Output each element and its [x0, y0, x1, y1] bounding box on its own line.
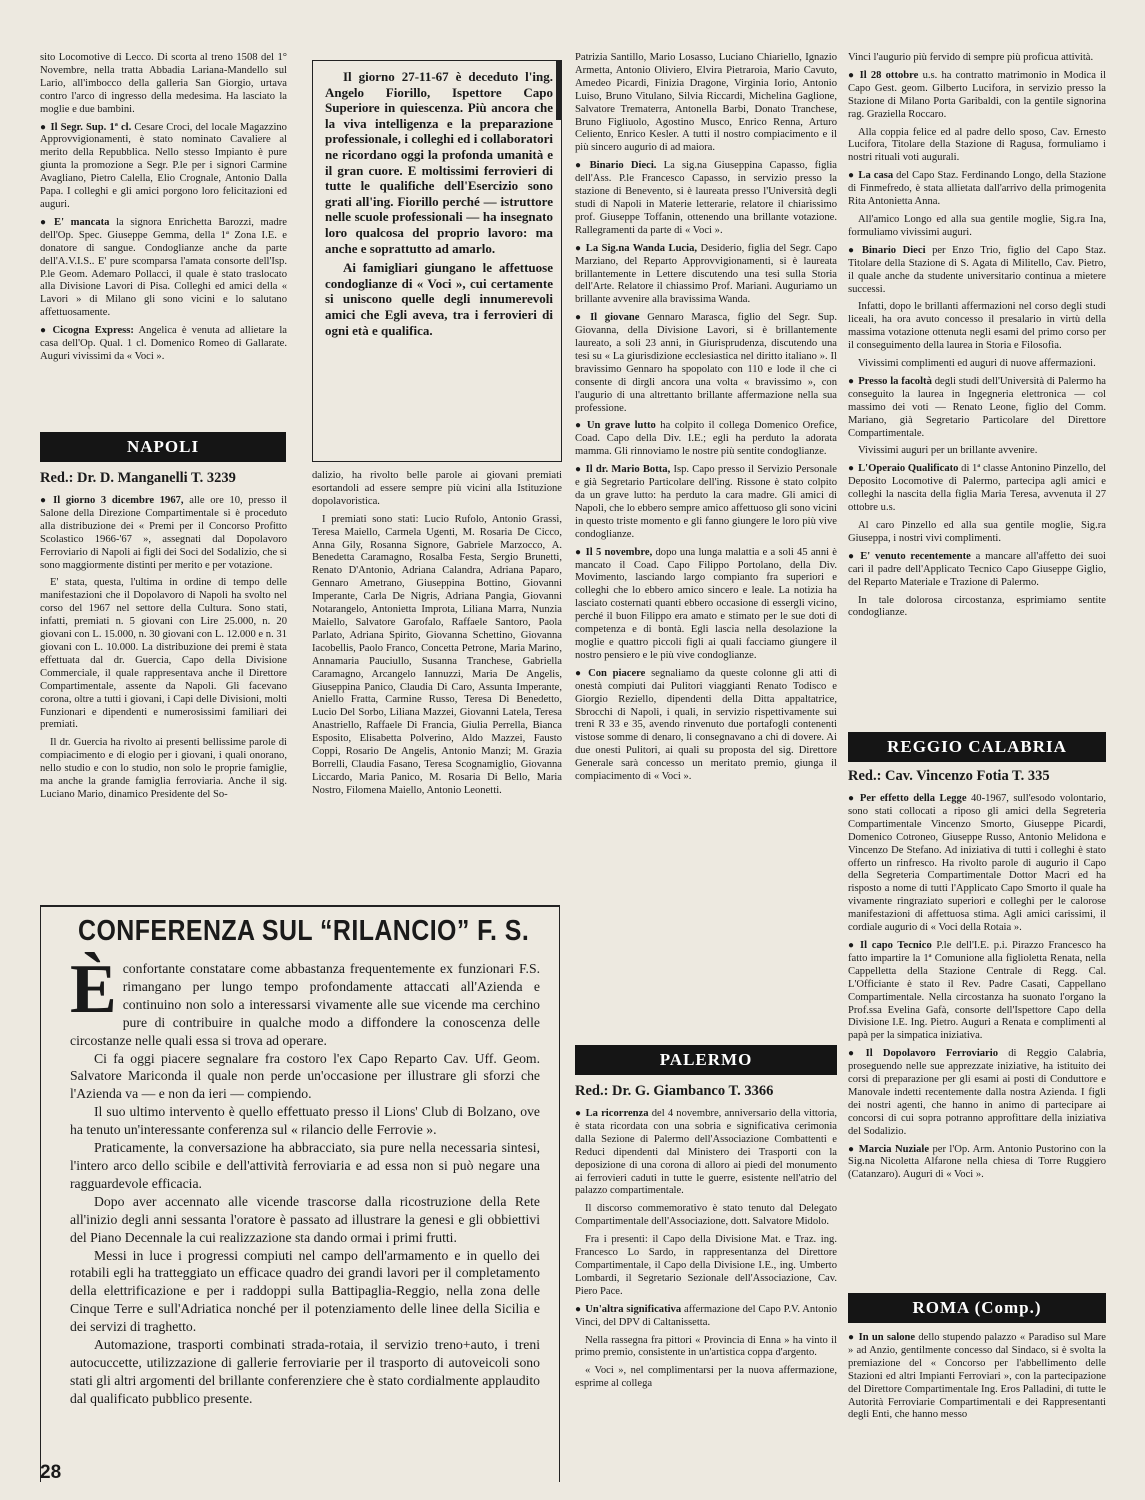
- reggio-column: [848, 793, 1106, 1205]
- section-header-roma: ROMA (Comp.): [848, 1293, 1106, 1323]
- conferenza-paragraph: Messi in luce i progressi compiuti nel campo dell'armamento e in quello dei rotabili egli ha tratteggiato un efficace quadro dei grandi lavori per il completamento della elettrificazione e per i raddoppi sulla Battipaglia-Reggio, nella zona delle Cinque Terre e sull'Adriatica nonché per il potenziamento delle linee della Sicilia e dei servizi di traghetto.: [70, 1247, 540, 1335]
- page-number: 28: [40, 1462, 62, 1483]
- article-paragraph: ● Il giovane Gennaro Marasca, figlio del Segr. Sup. Giovanna, della Divisione Lavori, si è brillantemente laureato, a soli 23 anni, in Giurisprudenza, discutendo una tesi su « La giurisdizione ecclesiastica nel diritto italiano ». Il bravissimo Gennaro ha spopolato con 110 e lode il che ci consente di dirgli ancora una volta « bravissimo », con l'augurio di una altrettanto brillante affermazione nella sua professione.: [575, 312, 837, 415]
- column-4: [848, 52, 1106, 724]
- article-paragraph: Il dr. Guercia ha rivolto ai presenti bellissime parole di compiacimento e di elogio per i giovani, i quali onorano, nello studio e con lo studio, non solo le proprie famiglie, ma anche la grande famiglia ferroviaria. Anche il sig. Luciano Mario, dinamico Presidente del So-: [40, 737, 287, 800]
- conferenza-title: CONFERENZA SUL “RILANCIO” F. S.: [78, 915, 530, 947]
- conferenza-paragraph: Automazione, trasporti combinati strada-rotaia, il servizio treno+auto, i treni autocuccette, utilizzazione di gallerie ferroviarie per il trasporto di autoveicoli sono stati gli altri argomenti del brillante conferenziere che è stato cordialmente applaudito dal qualificato pubblico presente.: [70, 1337, 540, 1406]
- reggio-redattore: Red.: Cav. Vincenzo Fotia T. 335: [848, 768, 1050, 784]
- roma-column: [848, 1332, 1106, 1482]
- article-paragraph: ● Il giorno 3 dicembre 1967, alle ore 10, presso il Salone della Direzione Compartimentale si è proceduto alla distribuzione dei « Premi per il Concorso Profitto Scolastico 1966-'67 », assegnati dal Dopolavoro Ferroviario di Napoli ai figli dei Soci del Sodalizio, che si sono maggiormente distinti per merito e per votazione.: [40, 495, 287, 572]
- box-corner-mark: [556, 60, 562, 120]
- article-paragraph: ● Il 28 ottobre u.s. ha contratto matrimonio in Modica il Capo Gest. geom. Gilberto Lucifora, in servizio presso la Stazione di Milano Porta Garibaldi, con la gentile signorina rag. Graziella Roccaro.: [848, 70, 1106, 122]
- article-paragraph: ● Marcia Nuziale per l'Op. Arm. Antonio Pustorino con la Sig.na Nicoletta Alfarone nella chiesa di Torre Ruggiero (Catanzaro). Auguri di « Voci ».: [848, 1144, 1106, 1183]
- article-paragraph: ● Il Dopolavoro Ferroviario di Reggio Calabria, proseguendo nelle sue apprezzate iniziative, ha istituito dei corsi di preparazione per gli esami ai posti di Conduttore e Manovale indetti recentemente dalla nostra Azienda. I figli dei nostri agenti, che hanno in animo di partecipare ai concorsi di cui sopra potranno approfittare della iniziativa del Sodalizio.: [848, 1048, 1106, 1138]
- article-paragraph: Al caro Pinzello ed alla sua gentile moglie, Sig.ra Giuseppa, i nostri vivi complimenti.: [848, 520, 1106, 544]
- conferenza-paragraph: Il suo ultimo intervento è quello effettuato presso il Lions' Club di Bolzano, ove ha tenuto un'interessante conferenza sul « rilancio delle Ferrovie ».: [70, 1104, 540, 1138]
- article-paragraph: In tale dolorosa circostanza, esprimiamo sentite condoglianze.: [848, 594, 1106, 619]
- article-paragraph: ● La ricorrenza del 4 novembre, anniversario della vittoria, è stata ricordata con una sobria e significativa cerimonia dalla Sezione di Palermo dell'Associazione Combattenti e Reduci dipendenti dal Ministero dei Trasporti con la deposizione di una corona di alloro ai piedi del monumento ai ferrovieri caduti in tutte le guerre, esistente nell'atrio del palazzo compartimentale.: [575, 1108, 837, 1198]
- napoli-redattore: Red.: Dr. D. Manganelli T. 3239: [40, 470, 236, 486]
- article-paragraph: dalizio, ha rivolto belle parole ai giovani premiati esortandoli ad essere sempre più vicini alla Istituzione dopolavoristica.: [312, 470, 562, 507]
- article-paragraph: Il discorso commemorativo è stato tenuto dal Delegato Compartimentale dell'Associazione, dott. Salvatore Midolo.: [575, 1203, 837, 1228]
- conferenza-paragraph: Praticamente, la conversazione ha abbracciato, sia pure nella necessaria sintesi, l'intero arco dello scibile e dell'attività ferroviaria e ad essa non si può negare una ragguardevole efficacia.: [70, 1140, 540, 1191]
- article-paragraph: ● Con piacere segnaliamo da queste colonne gli atti di onestà compiuti dai Pulitori viaggianti Renato Todisco e Giorgio Reziello, dipendenti della Ditta appaltatrice, Sbrocchi di Napoli, i quali, in servizio rispettivamente sui treni R 33 e 35, avendo rinvenuto due portafogli contenenti vistose somme di denaro, li consegnavano a chi di dovere. Ai due onesti Pulitori, ai quali su proposta del sig. Direttore Generale sarà concesso un meritato premio, giunga il compiacimento di « Voci ».: [575, 668, 837, 784]
- article-paragraph: ● Il 5 novembre, dopo una lunga malattia e a soli 45 anni è mancato il Coad. Capo Filippo Portolano, della Div. Movimento, lasciando largo compianto fra superiori e colleghi che lo ebbero amico sincero e leale. La notizia ha lasciato costernati quanti ebbero occasione di essergli vicino, perché il buon Filippo era amato e stimato per le sue doti di competenza e di bontà. Egli lascia nella desolazione la moglie e quattro piccoli figli ai quali facciamo giungere il nostro pensiero e le più vive condoglianze.: [575, 547, 837, 663]
- napoli-column-2: [312, 470, 562, 885]
- article-paragraph: Fra i presenti: il Capo della Divisione Mat. e Traz. ing. Francesco Lo Sardo, in rappresentanza del Direttore Compartimentale, il Capo della Divisione I.E., ing. Umberto Lombardi, il Segretario Sezionale dell'Associazione, Cav. Piero Pace.: [575, 1234, 837, 1297]
- article-paragraph: sito Locomotive di Lecco. Di scorta al treno 1508 del 1° Novembre, nella tratta Abbadia Lariana-Mandello sul Lario, all'imbocco della galleria San Giorgio, urtava contro l'arco di ingresso della medesima. Ha lasciato la moglie e due bambini.: [40, 52, 287, 115]
- article-paragraph: ● Il Segr. Sup. 1ª cl. Cesare Croci, del locale Magazzino Approvvigionamenti, è stato nominato Cavaliere al merito della Repubblica. Nello stesso Impianto è pure giunta la promozione a Segr. P.le per i signori Carmine Avagliano, Pietro Calella, Elio Crognale, Antonio Dalla Papa. I colleghi e gli amici porgono loro felicitazioni ed auguri.: [40, 122, 287, 212]
- conferenza-paragraph: Èconfortante constatare come abbastanza frequentemente ex funzionari F.S. rimangano per lungo tempo profondamente attaccati all'Azienda e continuino non solo a interessarsi vivamente alle sue vicende ma cerchino pure di contribuire in qualche modo a diffondere la conoscenza delle circostanze nelle quali essa si trova ad operare.: [70, 951, 540, 1048]
- article-paragraph: ● Il dr. Mario Botta, Isp. Capo presso il Servizio Personale e già Segretario Particolare dell'ing. Rissone è stato colpito da un grave lutto: ha perduto la cara madre. Gli amici di Napoli, che lo ebbero sempre amico affettuoso gli sono vicini in questo triste momento e gli fanno giungere le loro più vive condoglianze.: [575, 464, 837, 541]
- article-paragraph: « Voci », nel complimentarsi per la nuova affermazione, esprime al collega: [575, 1365, 837, 1390]
- obituary-paragraph: Il giorno 27-11-67 è deceduto l'ing. Angelo Fiorillo, Ispettore Capo Superiore in quiescenza. Più ancora che la viva intelligenza e la preparazione professionale, i colleghi ed i collaboratori ne ricordano oggi la profonda umanità e il gran cuore. E moltissimi ferrovieri di tutte le qualifiche dell'Esercizio sono grati all'ing. Fiorillo perché — istruttore nelle scuole professionali — ha insegnato loro qualcosa del proprio lavoro: ma anche e soprattutto ad amarlo.: [325, 69, 553, 256]
- obituary-paragraph: Ai famigliari giungano le affettuose condoglianze di « Voci », cui certamente si uniscono quelle degli innumerevoli amici che Egli aveva, tra i ferrovieri di ogni età e qualifica.: [325, 260, 553, 338]
- obituary-box: [312, 60, 562, 462]
- article-paragraph: ● Binario Dieci per Enzo Trio, figlio del Capo Staz. Titolare della Stazione di S. Agata di Militello, Cav. Pietro, il quale anche da studente universitario continua a mietere successi.: [848, 245, 1106, 297]
- article-paragraph: ● Presso la facoltà degli studi dell'Università di Palermo ha conseguito la laurea in Ingegneria elettronica — col massimo dei voti — Renato Leone, figlio del Comm. Mariano, già Segretario Particolare del Direttore Compartimentale.: [848, 376, 1106, 441]
- article-paragraph: ● Il capo Tecnico P.le dell'I.E. p.i. Pirazzo Francesco ha fatto impartire la 1ª Comunione alla figlioletta Renata, nella Cappelletta della Stazione Centrale di Regg. Cal. L'Officiante è stato il Rev. Padre Casati, Cappellano Compartimentale. Nella circostanza ha suonato l'organo la Prof.ssa Evelina Gafà, consorte dell'Ispettore Capo della Divisione I.E. Ing. Pietro. Auguri a Renata e complimenti al papà per la simpatica iniziativa.: [848, 940, 1106, 1043]
- article-paragraph: Alla coppia felice ed al padre dello sposo, Cav. Ernesto Lucifora, Titolare della Stazione di Ragusa, formuliamo i nostri rituali voti augurali.: [848, 126, 1106, 164]
- article-paragraph: ● Per effetto della Legge 40-1967, sull'esodo volontario, sono stati collocati a riposo gli amici della Segreteria Compartimentale Vincenzo Smorto, Giuseppe Picardi, Domenico Cotroneo, Giuseppe Russo, Antonio Melidona e Vincenzo De Stefano. Ad iniziativa di tutti i colleghi è stato offerto un rinfresco. Ha rivolto parole di augurio il Capo della Segreteria Compartimentale Dottor Macrì ed ha risposto a nome di tutti l'Applicato Capo Smorto il quale ha vivamente ringraziato superiori e colleghi per le calorose manifestazioni di affettuosa stima. Agli amici carissimi, il cordiale augurio di « Voci della Rotaia ».: [848, 793, 1106, 935]
- article-paragraph: I premiati sono stati: Lucio Rufolo, Antonio Grassi, Teresa Maiello, Carmela Ugenti, M. Rosaria De Cicco, Anna Gily, Rosanna Signore, Gabriele Marzocco, A. Benedetta Caramagno, Rosalba Festa, Sergio Brunetti, Renato D'Antonio, Adriana Calandra, Adriana Paparo, Gennaro Ametrano, Giuseppina Bottino, Giovanni Imperante, Carla De Nigris, Adriana Pangia, Giovanni Notarangelo, Antonietta Improta, Liliana Marra, Nunzia Maiello, Salvatore Garofalo, Raffaele Santoro, Paola Parlato, Adriana Spirito, Giovanna Schettino, Giovanna Iacobellis, Paolo Franco, Concetta Petrone, Maria Marino, Annamaria Pauciullo, Susanna Tranchese, Gabriella Caramagno, Arcangelo Iannuzzi, Maria De Angelis, Giuseppina Panico, Claudia Di Caro, Assunta Imperante, Aniello Fratta, Carmine Russo, Teresa Di Benedetto, Lucio Del Sorbo, Liliana Mazzei, Giovanni Latela, Teresa Anastriello, Raffaele Di Francia, Giulia Perrella, Bianca Esposito, Elisabetta Polverino, Aldo Mazzei, Fausto Coppi, Rosario De Angelis, Antonio Manzi; M. Grazia Borrelli, Claudia Fasano, Teresa Scognamiglio, Giovanna Liccardo, Maria Panico, M. Rosaria Di Bello, Maria Nostro, Filomena Maiello, Antonio Leonetti.: [312, 513, 562, 796]
- article-paragraph: Vivissimi auguri per un brillante avvenire.: [858, 445, 1038, 457]
- napoli-column-1: [40, 495, 287, 885]
- article-paragraph: ● Un'altra significativa affermazione del Capo P.V. Antonio Vinci, del DPV di Caltanissetta.: [575, 1304, 837, 1330]
- column-3: [575, 52, 837, 882]
- article-paragraph: ● L'Operaio Qualificato di 1ª classe Antonino Pinzello, del Deposito Locomotive di Palermo, partecipa agli amici e colleghi la nascita della figlia Maria Teresa, avvenuta il 27 ottobre u.s.: [848, 463, 1106, 515]
- article-paragraph: Patrizia Santillo, Mario Losasso, Luciano Chiariello, Ignazio Armetta, Antonio Oliviero, Elvira Pietraroia, Mario Cavuto, Amedeo Picardi, Finizia Dragone, Virginia Iorio, Antonio Luiso, Bruno Vitulano, Silvia Riccardi, Michelina Gaglione, Salvatore Trematerra, Antonella Barbi, Donato Tranchese, Bruno Figliuolo, Agostino Musco, Enrico Renna, Arturo Celiento, Enrico Kesler. A tutti il nostro compiacimento e il più sincero augurio di ad maiora.: [575, 52, 837, 154]
- article-paragraph: Vinci l'augurio più fervido di sempre più proficua attività.: [848, 52, 1094, 63]
- article-paragraph: Nella rassegna fra pittori « Provincia di Enna » ha vinto il primo premio, consistente in un'artistica coppa d'argento.: [575, 1334, 837, 1359]
- article-paragraph: Infatti, dopo le brillanti affermazioni nel corso degli studi liceali, ha ora avuto concesso il presalario in virtù della massima votazione ottenuta negli esami del primo corso per il conseguimento della laurea in Storia e Filosofia.: [848, 301, 1106, 352]
- article-paragraph: ● Binario Dieci. La sig.na Giuseppina Capasso, figlia dell'Ass. P.le Francesco Capasso, in servizio presso la stazione di Benevento, si è laureata presso l'Università degli studi di Napoli in Materie letterarie, relatore il chiarissimo prof. Giuseppe Toffanin, ottenendo una brillante votazione. Rallegramenti da parte di « Voci ».: [575, 160, 837, 237]
- article-paragraph: ● E' venuto recentemente a mancare all'affetto dei suoi cari il padre dell'Applicato Tecnico Capo Giuseppe Giglio, del Reparto Materiale e Trazione di Palermo.: [848, 551, 1106, 590]
- article-paragraph: ● La Sig.na Wanda Lucia, Desiderio, figlia del Segr. Capo Marziano, del Reparto Approvvigionamenti, si è laureata brillantemente in Lettere discutendo una tesi sulla Storia dell'Arte. Relatore il chiassimo Prof. Mariani. Auguriamo un brillante avvenire alla bravissima Wanda.: [575, 243, 837, 308]
- section-header-reggio-calabria: REGGIO CALABRIA: [848, 732, 1106, 762]
- article-paragraph: ● La casa del Capo Staz. Ferdinando Longo, della Stazione di Finmefredo, è stata allietata dall'arrivo della primogenita Rita Antonietta Anna.: [848, 170, 1106, 209]
- conferenza-paragraph: Dopo aver accennato alle vicende trascorse dalla ricostruzione della Rete all'inizio degli anni sessanta l'oratore è passato ad illustrare la genesi e gli obbiettivi del Piano Decennale la cui realizzazione sta dando ormai i primi frutti.: [70, 1193, 540, 1245]
- palermo-column: [575, 1108, 837, 1485]
- article-paragraph: ● In un salone dello stupendo palazzo « Paradiso sul Mare » ad Anzio, gentilmente concesso dal Sindaco, si è svolta la premiazione del « Concorso per l'abbellimento delle Stazioni ed altri Impianti Ferroviari », con la partecipazione del Direttore Compartimentale Ing. Eros Palladini, di tutte le Autorità Ferroviarie Compartimentali e dei Rappresentanti degli Enti, che hanno messo: [848, 1332, 1106, 1422]
- section-header-palermo: PALERMO: [575, 1045, 837, 1075]
- conferenza-body: [70, 951, 540, 1408]
- article-paragraph: ● Un grave lutto ha colpito il collega Domenico Orefice, Coad. Capo della Div. I.E.; egli ha perduto la adorata mamma. Gli rinnoviamo le nostre più sentite condoglianze.: [575, 420, 837, 459]
- palermo-redattore: Red.: Dr. G. Giambanco T. 3366: [575, 1083, 774, 1099]
- section-header-napoli: NAPOLI: [40, 432, 286, 462]
- drop-cap: È: [70, 951, 117, 1028]
- conferenza-paragraph: Ci fa oggi piacere segnalare fra costoro l'ex Capo Reparto Cav. Uff. Geom. Salvatore Mariconda il quale non perde un'occasione per illustrare gli sforzi che l'Azienda va — e non da ieri — compiendo.: [70, 1050, 540, 1102]
- column-1-top: [40, 52, 287, 427]
- article-paragraph: ● Cicogna Express: Angelica è venuta ad allietare la casa dell'Op. Qual. 1 cl. Domenico Romeo di Gallarate. Auguri vivissimi da « Voci ».: [40, 325, 287, 364]
- article-paragraph: ● E' mancata la signora Enrichetta Barozzi, madre dell'Op. Spec. Giuseppe Gemma, della 1ª Zona I.E. e donatore di sangue. Condoglianze anche da parte dell'A.V.I.S.. E' pure scomparsa l'amata consorte dell'Isp. P.le Geom. Ademaro Pollacci, il quale è stato traslocato alla Divisione Lavori di Pisa. Colleghi ed amici della « Lavori » di Milano gli sono vicini e lo salutano affettuosamente.: [40, 217, 287, 320]
- article-paragraph: E' stata, questa, l'ultima in ordine di tempo delle manifestazioni che il Dopolavoro di Napoli ha svolto nel corso del 1967 nel settore della Cultura. Sono stati, infatti, premiati n. 5 giovani con Lire 25.000, n. 20 giovani con L. 15.000, n. 30 giovani con L. 12.000 e n. 31 giovani con L. 10.000. La distribuzione dei premi è stata effettuata dal dr. Guercia, Capo della Divisione Commerciale, il quale rappresentava anche il Direttore Compartimentale, assente da Napoli. Gli facevano corona, oltre a tutti i giovani, i Capi delle Divisioni, molti Funzionari e dipendenti e numerosissimi familiari dei premiati.: [40, 577, 287, 731]
- article-paragraph: Vivissimi complimenti ed auguri di nuove affermazioni.: [858, 358, 1096, 370]
- obituary-text: [325, 69, 553, 342]
- article-paragraph: All'amico Longo ed alla sua gentile moglie, Sig.ra Ina, formuliamo vivissimi auguri.: [848, 213, 1106, 238]
